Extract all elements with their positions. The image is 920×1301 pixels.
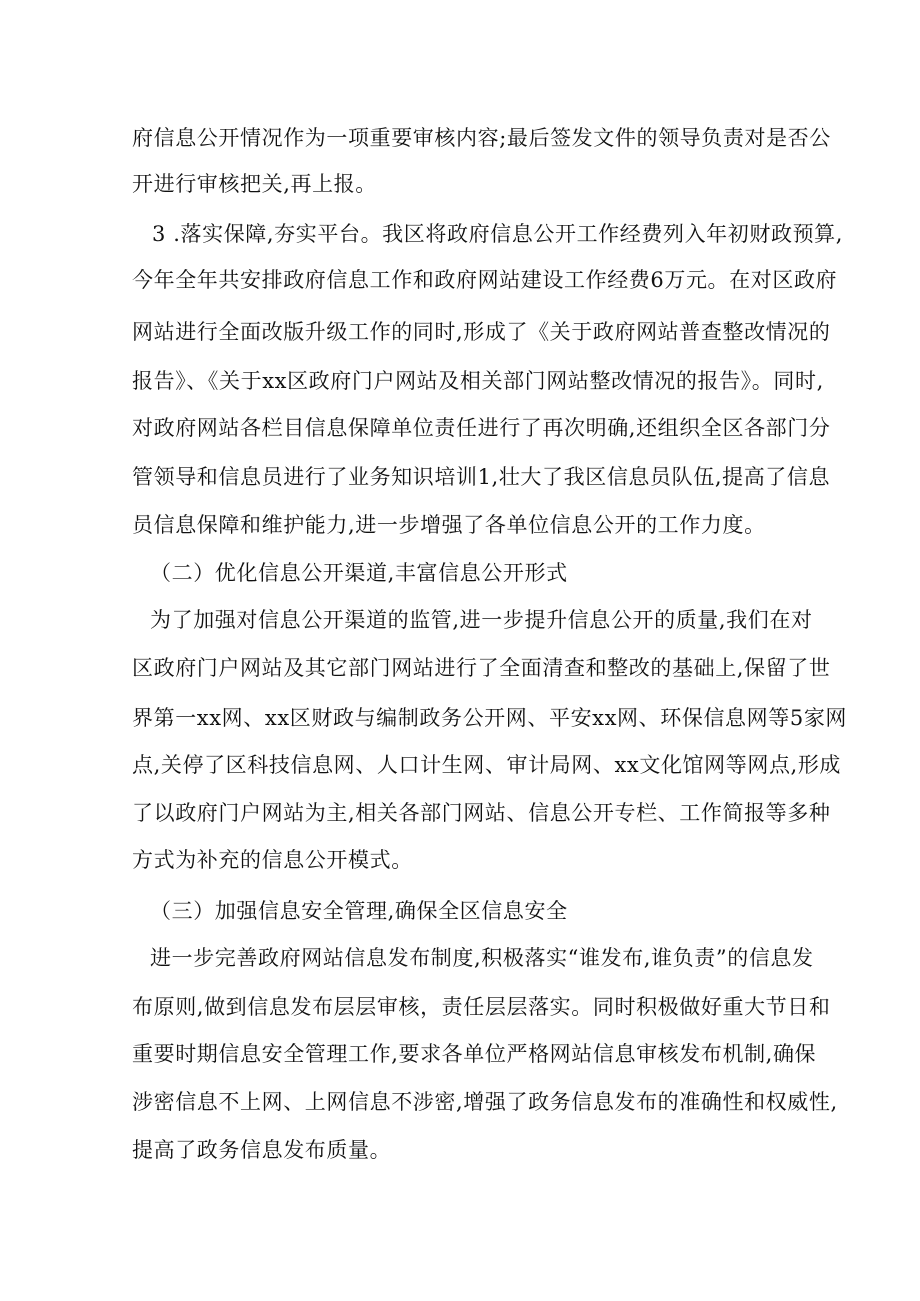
text-line: 报告》、《关于xx区政府门户网站及相关部门网站整改情况的报告》。同时, [132,369,824,393]
text-line: 涉密信息不上网、上网信息不涉密,增强了政务信息发布的准确性和权威性, [132,1090,838,1114]
text-line: 点,关停了区科技信息网、人口计生网、审计局网、xx文化馆网等网点,形成 [132,753,842,777]
text-line: 界第一xx网、xx区财政与编制政务公开网、平安xx网、环保信息网等5家网 [132,706,848,730]
text-line: 网站进行全面改版升级工作的同时,形成了《关于政府网站普查整改情况的 [132,320,831,344]
text-line: 为了加强对信息公开渠道的监管,进一步提升信息公开的质量,我们在对 [150,608,813,632]
text-line: 方式为补充的信息公开模式。 [132,848,413,872]
text-line: 对政府网站各栏目信息保障单位责任进行了再次明确,还组织全区各部门分 [132,416,831,440]
text-line: 管领导和信息员进行了业务知识培训1,壮大了我区信息员队伍,提高了信息 [132,465,831,489]
section-heading: （二）优化信息公开渠道,丰富信息公开形式 [150,561,568,585]
text-line: 重要时期信息安全管理工作,要求各单位严格网站信息审核发布机制,确保 [132,1042,817,1066]
text-line: 布原则,做到信息发布层层审核，责任层层落实。同时积极做好重大节日和 [132,995,831,1019]
text-line: 了以政府门户网站为主,相关各部门网站、信息公开专栏、工作简报等多种 [132,801,831,825]
text-line: 进一步完善政府网站信息发布制度,积极落实“谁发布,谁负责”的信息发 [150,946,814,970]
text-line: 员信息保障和维护能力,进一步增强了各单位信息公开的工作力度。 [132,513,766,537]
text-line: 府信息公开情况作为一项重要审核内容;最后签发文件的领导负责对是否公 [132,126,831,150]
text-line: 3 .落实保障,夯实平台。我区将政府信息公开工作经费列入年初财政预算, [152,222,844,246]
text-line: 开进行审核把关,再上报。 [132,172,377,196]
text-line: 区政府门户网站及其它部门网站进行了全面清查和整改的基础上,保留了世 [132,656,831,680]
text-line: 今年全年共安排政府信息工作和政府网站建设工作经费6万元。在对区政府 [132,268,838,292]
section-heading: （三）加强信息安全管理,确保全区信息安全 [150,899,568,923]
text-line: 提高了政务信息发布质量。 [132,1138,392,1162]
